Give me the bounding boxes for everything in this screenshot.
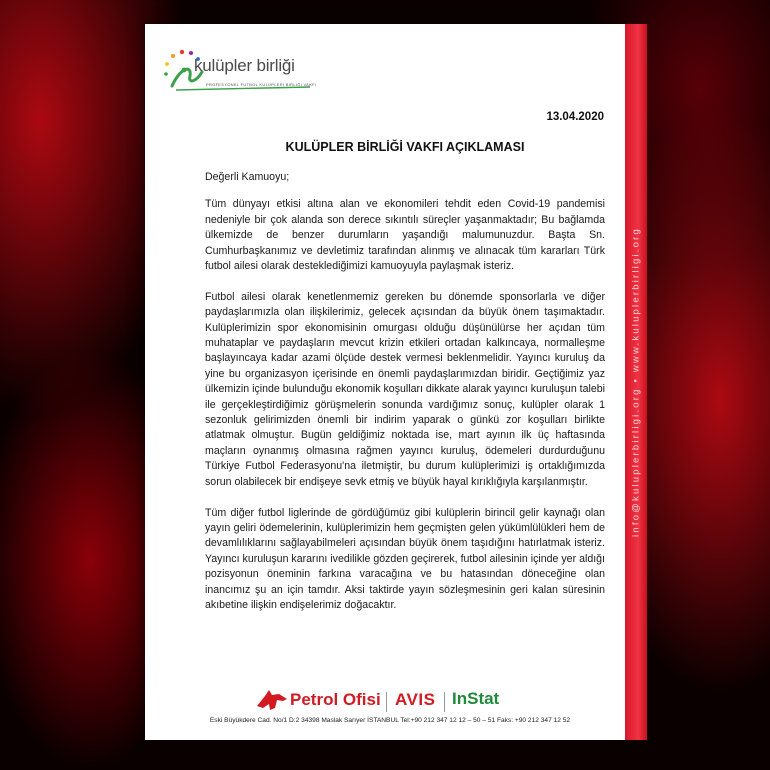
letter-title: KULÜPLER BİRLİĞİ VAKFI AÇIKLAMASI <box>285 140 525 154</box>
letter-date: 13.04.2020 <box>546 111 604 123</box>
avis-logo: AVIS <box>395 690 436 709</box>
instat-logo: InStat <box>452 689 500 708</box>
paragraph-1: Tüm dünyayı etkisi altına alan ve ekonomileri tehdit eden Covid-19 pandemisi nedeniyle bir çok alanda son derece sıkıntılı süreçler yaşanmaktadır; Bu bağlamda ülkemizde de benzer durumların yaşandığı malumunuzdur. Başta Sn. Cumhurbaşkanımız ve devletimiz tarafından alınmış ve alınacak tüm kararları Türk futbol ailesi olarak desteklediğimizi kamuoyuyla paylaşmak isteriz. <box>205 198 605 273</box>
paragraph-2: Futbol ailesi olarak kenetlenmemiz gereken bu dönemde sponsorlarla ve diğer paydaşlarımızla olan ilişkilerimiz, gelecek açısından da büyük önem taşımaktadır. Kulüplerimizin spor ekonomisinin omurgası olduğu düşünülürse her açıdan tüm muhataplar ve paydaşların mevcut krizin etkileri ortadan kalkıncaya, normalleşme başlayıncaya kadar azami ölçüde destek vermesi beklenmelidir. Yayıncı kuruluş da yine bu organizasyon içerisinde en önemli paydaşlarımızdan biridir. Geçtiğimiz yaz ülkemizin içinde bulunduğu ekonomik koşulları dikkate alarak yayıncı kuruluşun talebi ile gerçekleştirdiğimiz görüşmelerin sonunda vardığımız sonuç, kulüpler olarak 1 sezonluk gelirimizden önemli bir indirim yaparak o günkü zor koşulları birlikte atlatmak olmuştur. Bugün geldiğimiz noktada ise, mart ayının ilk üç haftasında maçların oynanmış olmasına rağmen yayıncı kuruluş, ödemeleri durdurduğunu Türkiye Futbol Federasyonu'na iletmiştir, bu durum kulüplerimizi iş ortaklığımızda sorun olabilecek bir endişeye sevk etmiş ve büyük hayal kırıklığıyla karşılanmıştır. <box>205 290 605 488</box>
contact-side-text: info@kuluplerbirligi.org • www.kuluplerbirligi.org <box>630 227 642 537</box>
sponsor-divider <box>386 692 387 712</box>
greeting: Değerli Kamuoyu; <box>205 171 290 183</box>
letter-body <box>205 170 605 629</box>
paragraph-3: Tüm diğer futbol liglerinde de gördüğümüz gibi kulüplerin birincil gelir kaynağı olan yayın geliri ödemelerinin, kulüplerimizin hem geçmişten gelen yükümlülükleri hem de devamlılıklarını sağlayabilmeleri açısından büyük önem taşıdığını hatırlatmak isteriz. Yayıncı kuruluşun kararını ivedilikle gözden geçirerek, futbol ailesinin içinde yer aldığı pozisyonun öneminin farkına varacağına ve bu hatasından döneceğine olan inancımız şu an için tamdır. Aksi taktirde yayın sözleşmesinin geri kalan süresinin akıbetine ilişkin endişelerimiz doğacaktır. <box>205 506 605 611</box>
logo-subtitle: PROFESYONEL FUTBOL KULÜPLERİ BİRLİĞİ VAKFI <box>206 82 317 87</box>
footer-address: Eski Büyükdere Cad. No/1 D:2 34398 Maslak Sarıyer İSTANBUL Tel:+90 212 347 12 12 – 50 – 51 Faks: +90 212 347 12 52 <box>209 717 571 724</box>
petrol-ofisi-logo: Petrol Ofisi <box>290 690 381 709</box>
sponsor-divider <box>444 692 445 712</box>
logo-wordmark: kulüpler birliği <box>194 56 295 75</box>
